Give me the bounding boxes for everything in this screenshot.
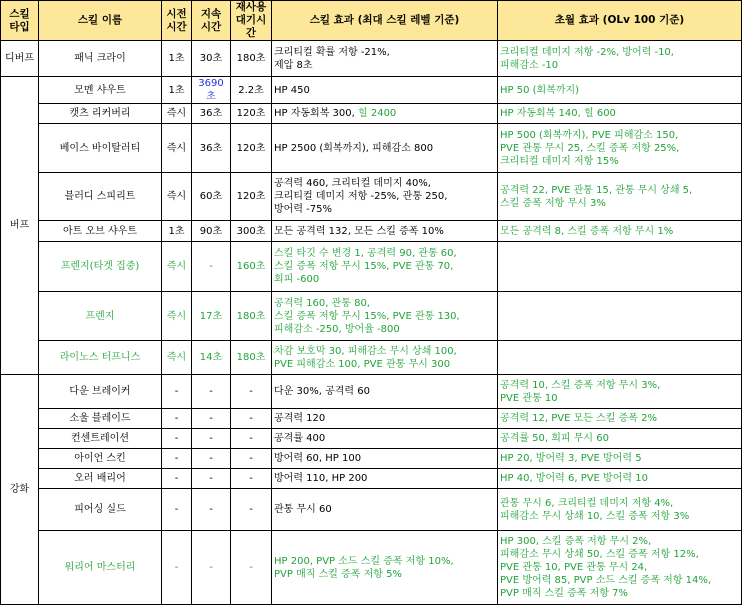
cast-time: 즉시: [162, 124, 192, 173]
cooldown: -: [231, 489, 272, 531]
skill-effect: 모든 공격력 132, 모든 스킬 증폭 10%: [272, 221, 498, 242]
skill-effect: HP 200, PVP 소드 스킬 증폭 저항 10%, PVP 매직 스킬 증폭 저항 5%: [272, 531, 498, 605]
duration: 36초: [192, 104, 231, 124]
cooldown: -: [231, 531, 272, 605]
skill-effect: [272, 104, 498, 124]
cast-time: 1초: [162, 221, 192, 242]
header-transcend-effect: 초월 효과 (OLv 100 기준): [498, 1, 742, 41]
cast-time: 1초: [162, 41, 192, 77]
table-row: [1, 409, 742, 429]
group-debuff: 디버프: [1, 41, 39, 77]
transcend-effect: 크리티컬 데미지 저항 -2%, 방어력 -10, 피해감소 -10: [498, 41, 742, 77]
cast-time: -: [162, 429, 192, 449]
transcend-effect: 공격력 10, 스킬 증폭 저항 무시 3%, PVE 관통 10: [498, 375, 742, 409]
cooldown: -: [231, 375, 272, 409]
skill-effect: 차감 보호막 30, 피해감소 무시 상쇄 100, PVE 피해감소 100, PVE 관통 무시 300: [272, 341, 498, 375]
duration: -: [192, 449, 231, 469]
skill-name: 피어싱 실드: [39, 489, 162, 531]
cast-time: 즉시: [162, 292, 192, 341]
transcend-effect: 공격력 22, PVE 관통 15, 관통 무시 상쇄 5, 스킬 증폭 저항 무시 3%: [498, 173, 742, 221]
duration: 3690초: [192, 77, 231, 104]
table-row: [1, 341, 742, 375]
cast-time: 즉시: [162, 104, 192, 124]
skill-name: 라이노스 터프니스: [39, 341, 162, 375]
transcend-effect: HP 자동회복 140, 힐 600: [498, 104, 742, 124]
header-row: [1, 1, 742, 41]
table-row: [1, 41, 742, 77]
transcend-effect: HP 50 (회복까지): [498, 77, 742, 104]
table-row: [1, 449, 742, 469]
skill-name: 패닉 크라이: [39, 41, 162, 77]
cast-time: -: [162, 409, 192, 429]
transcend-effect: [498, 292, 742, 341]
skill-name: 워리어 마스터리: [39, 531, 162, 605]
table-row: [1, 292, 742, 341]
skill-effect-green-text: 힐 2400: [358, 108, 397, 119]
cast-time: 즉시: [162, 173, 192, 221]
cast-time: 즉시: [162, 341, 192, 375]
transcend-effect: [498, 242, 742, 292]
cast-time: -: [162, 449, 192, 469]
cooldown: 120초: [231, 104, 272, 124]
table-row: [1, 173, 742, 221]
skill-name: 오러 배리어: [39, 469, 162, 489]
transcend-effect: 공격력 12, PVE 모든 스킬 증폭 2%: [498, 409, 742, 429]
skill-effect-text: HP 자동회복 300,: [274, 108, 358, 119]
skill-effect: HP 450: [272, 77, 498, 104]
cast-time: -: [162, 469, 192, 489]
cooldown: 180초: [231, 292, 272, 341]
table-row: [1, 77, 742, 104]
skill-effect: 공격력 120: [272, 409, 498, 429]
cooldown: 120초: [231, 173, 272, 221]
duration: 17초: [192, 292, 231, 341]
duration: 90초: [192, 221, 231, 242]
cooldown: 180초: [231, 41, 272, 77]
skill-effect: 스킬 타깃 수 변경 1, 공격력 90, 관통 60, 스킬 증폭 저항 무시 15%, PVE 관통 70, 회피 -600: [272, 242, 498, 292]
table-row: [1, 531, 742, 605]
cooldown: 160초: [231, 242, 272, 292]
table-row: [1, 221, 742, 242]
table-row: [1, 104, 742, 124]
duration: -: [192, 375, 231, 409]
duration: -: [192, 531, 231, 605]
duration: 30초: [192, 41, 231, 77]
skill-name: 아트 오브 샤우트: [39, 221, 162, 242]
table-row: [1, 489, 742, 531]
skill-effect: HP 2500 (회복까지), 피해감소 800: [272, 124, 498, 173]
skill-effect: 크리티컬 확률 저항 -21%, 제압 8초: [272, 41, 498, 77]
duration: -: [192, 429, 231, 449]
table-row: [1, 375, 742, 409]
skill-effect: 관통 무시 60: [272, 489, 498, 531]
duration: 60초: [192, 173, 231, 221]
skill-name: 컨센트레이션: [39, 429, 162, 449]
cast-time: 즉시: [162, 242, 192, 292]
skill-name: 베이스 바이탈러티: [39, 124, 162, 173]
transcend-effect: 관통 무시 6, 크리티컬 데미지 저항 4%, 피해감소 무시 상쇄 10, 스킬 증폭 저항 3%: [498, 489, 742, 531]
group-buff: 버프: [1, 77, 39, 375]
header-cast-time: 시전 시간: [162, 1, 192, 41]
cast-time: -: [162, 489, 192, 531]
transcend-effect: HP 20, 방어력 3, PVE 방어력 5: [498, 449, 742, 469]
duration: 14초: [192, 341, 231, 375]
cooldown: -: [231, 449, 272, 469]
skill-effect: 다운 30%, 공격력 60: [272, 375, 498, 409]
transcend-effect: HP 300, 스킬 증폭 저항 무시 2%, 피해감소 무시 상쇄 50, 스킬 증폭 저항 12%, PVE 관통 10, PVE 관통 무시 24, PVE 방어력 85, PVP 소드 스킬 증폭 저항 14%, PVP 매직 스킬 증폭 저항 7%: [498, 531, 742, 605]
skill-name: 아이언 스킨: [39, 449, 162, 469]
header-skill-effect: 스킬 효과 (최대 스킬 레벨 기준): [272, 1, 498, 41]
transcend-effect: 공격률 50, 회피 무시 60: [498, 429, 742, 449]
table-row: [1, 242, 742, 292]
skill-name: 소울 블레이드: [39, 409, 162, 429]
transcend-effect: [498, 341, 742, 375]
skill-effect: 공격률 400: [272, 429, 498, 449]
duration: -: [192, 242, 231, 292]
cooldown: 180초: [231, 341, 272, 375]
header-skill-type: 스킬 타입: [1, 1, 39, 41]
table-row: [1, 124, 742, 173]
cast-time: -: [162, 375, 192, 409]
skill-effect: 방어력 110, HP 200: [272, 469, 498, 489]
table-row: [1, 429, 742, 449]
transcend-effect: HP 40, 방어력 6, PVE 방어력 10: [498, 469, 742, 489]
cast-time: 1초: [162, 77, 192, 104]
duration: 36초: [192, 124, 231, 173]
skill-effect: 공격력 460, 크리티컬 데미지 40%, 크리티컬 데미지 저항 -25%, 관통 250, 방어력 -75%: [272, 173, 498, 221]
header-cooldown: 재사용 대기시간: [231, 1, 272, 41]
cooldown: 2.2초: [231, 77, 272, 104]
transcend-effect: 모든 공격력 8, 스킬 증폭 저항 무시 1%: [498, 221, 742, 242]
skill-name: 프렌지(타겟 집중): [39, 242, 162, 292]
duration: -: [192, 409, 231, 429]
header-duration: 지속 시간: [192, 1, 231, 41]
skill-name: 모멘 샤우트: [39, 77, 162, 104]
cooldown: 300초: [231, 221, 272, 242]
skill-effect: 방어력 60, HP 100: [272, 449, 498, 469]
skill-name: 블러디 스피리트: [39, 173, 162, 221]
duration: -: [192, 469, 231, 489]
cooldown: -: [231, 469, 272, 489]
cast-time: -: [162, 531, 192, 605]
transcend-effect: HP 500 (회복까지), PVE 피해감소 150, PVE 관통 무시 25, 스킬 증폭 저항 25%, 크리티컬 데미지 저항 15%: [498, 124, 742, 173]
skill-name: 프렌지: [39, 292, 162, 341]
duration: -: [192, 489, 231, 531]
cooldown: 120초: [231, 124, 272, 173]
skill-effect: 공격력 160, 관통 80, 스킬 증폭 저항 무시 15%, PVE 관통 130, 피해감소 -250, 방어율 -800: [272, 292, 498, 341]
skill-name: 캣츠 리커버리: [39, 104, 162, 124]
cooldown: -: [231, 409, 272, 429]
cooldown: -: [231, 429, 272, 449]
skill-name: 다운 브레이커: [39, 375, 162, 409]
header-skill-name: 스킬 이름: [39, 1, 162, 41]
group-enhance: 강화: [1, 375, 39, 605]
table-row: [1, 469, 742, 489]
